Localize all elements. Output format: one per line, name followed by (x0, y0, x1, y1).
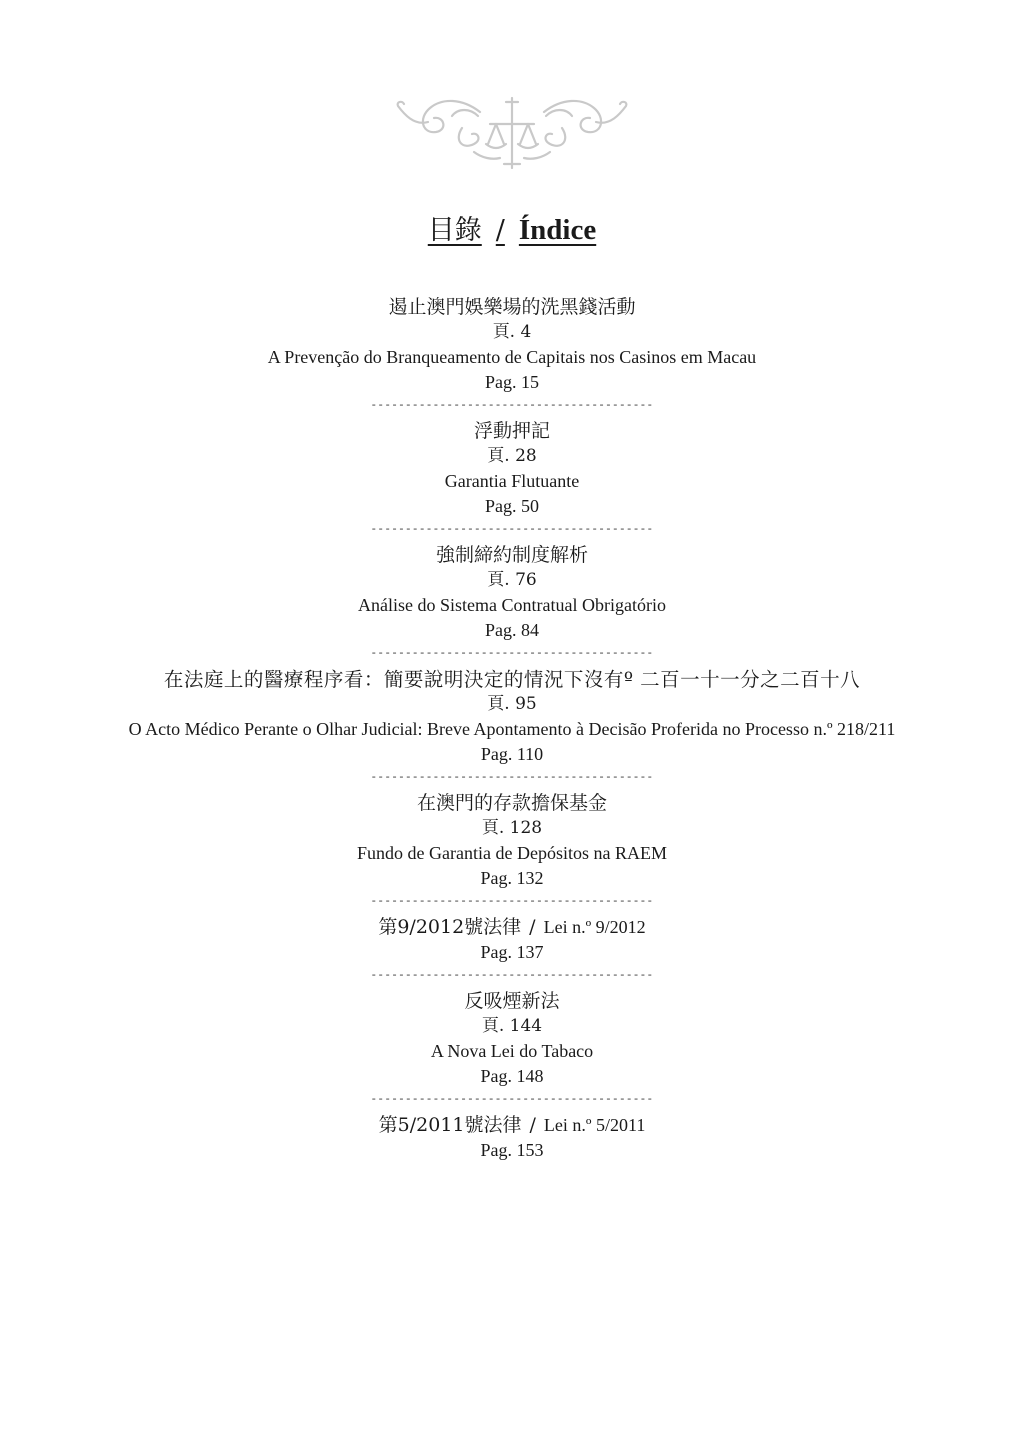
entry-portuguese-page: Pag. 15 (485, 372, 539, 392)
law-title-separator: / (529, 916, 536, 938)
toc-entry (0, 667, 1024, 767)
entry-portuguese-page: Pag. 110 (480, 744, 544, 764)
entry-chinese-page: 頁. 28 (487, 446, 537, 466)
toc-entry (0, 915, 1024, 965)
entry-chinese-page: 頁. 95 (487, 694, 537, 714)
section-divider: ----------------------------------------- (370, 524, 654, 536)
law-title-separator: / (529, 1114, 536, 1136)
toc-entry (0, 989, 1024, 1089)
entry-chinese-title[interactable]: 反吸煙新法 (464, 990, 560, 1012)
law-portuguese-title: Lei n.º 9/2012 (543, 917, 646, 937)
entry-portuguese-title[interactable]: Fundo de Garantia de Depósitos na RAEM (357, 843, 667, 863)
entry-portuguese-title[interactable]: A Nova Lei do Tabaco (430, 1041, 594, 1061)
entry-portuguese-title[interactable]: A Prevenção do Branqueamento de Capitais nos Casinos em Macau (267, 347, 757, 367)
entry-portuguese-page: Pag. 153 (480, 1140, 544, 1160)
law-chinese-title: 第5/2011號法律 (378, 1114, 522, 1136)
law-chinese-title: 第9/2012號法律 (378, 916, 522, 938)
title-portuguese: Índice (518, 214, 597, 246)
entry-chinese-page: 頁. 144 (481, 1016, 543, 1036)
section-divider: ----------------------------------------- (370, 1094, 654, 1106)
entry-chinese-page: 頁. 4 (492, 322, 532, 342)
section-divider: ----------------------------------------- (370, 400, 654, 412)
entry-portuguese-title[interactable]: O Acto Médico Perante o Olhar Judicial: Breve Apontamento à Decisão Proferida no Processo n.º 218/211 (128, 719, 896, 739)
entry-portuguese-page: Pag. 84 (485, 620, 539, 640)
entry-portuguese-page: Pag. 50 (485, 496, 539, 516)
law-portuguese-title: Lei n.º 5/2011 (543, 1115, 646, 1135)
entry-law-title[interactable] (0, 1113, 1024, 1138)
toc-entry (0, 543, 1024, 643)
entry-chinese-title[interactable]: 浮動押記 (473, 420, 550, 442)
scales-of-justice-icon (392, 92, 632, 174)
entry-portuguese-title[interactable]: Garantia Flutuante (444, 471, 580, 491)
entry-chinese-title[interactable]: 強制締約制度解析 (435, 544, 588, 566)
toc-entry (0, 295, 1024, 395)
entry-chinese-page: 頁. 76 (487, 570, 537, 590)
entry-chinese-title[interactable]: 在澳門的存款擔保基金 (416, 792, 607, 814)
toc-entry (0, 1113, 1024, 1163)
section-divider: ----------------------------------------- (370, 896, 654, 908)
entry-chinese-page: 頁. 128 (481, 818, 543, 838)
toc-entry (0, 419, 1024, 519)
title-chinese: 目錄 (427, 215, 482, 246)
entry-portuguese-page: Pag. 137 (480, 942, 544, 962)
entry-portuguese-page: Pag. 148 (480, 1066, 544, 1086)
entry-portuguese-page: Pag. 132 (480, 868, 544, 888)
entry-law-title[interactable] (0, 915, 1024, 940)
entry-portuguese-title[interactable]: Análise do Sistema Contratual Obrigatório (358, 595, 666, 615)
page-title (0, 208, 1024, 253)
section-divider: ----------------------------------------- (370, 970, 654, 982)
title-separator: / (495, 215, 505, 246)
section-divider: ----------------------------------------- (370, 772, 654, 784)
entry-chinese-title[interactable]: 遏止澳門娛樂場的洗黑錢活動 (388, 296, 636, 318)
section-divider: ----------------------------------------- (370, 648, 654, 660)
entry-chinese-title[interactable]: 在法庭上的醫療程序看：簡要說明決定的情況下沒有º 二百一十一分之二百十八 (163, 668, 861, 691)
table-of-contents (0, 295, 1024, 1163)
decorative-scales-of-justice-ornament (392, 92, 632, 174)
toc-entry (0, 791, 1024, 891)
